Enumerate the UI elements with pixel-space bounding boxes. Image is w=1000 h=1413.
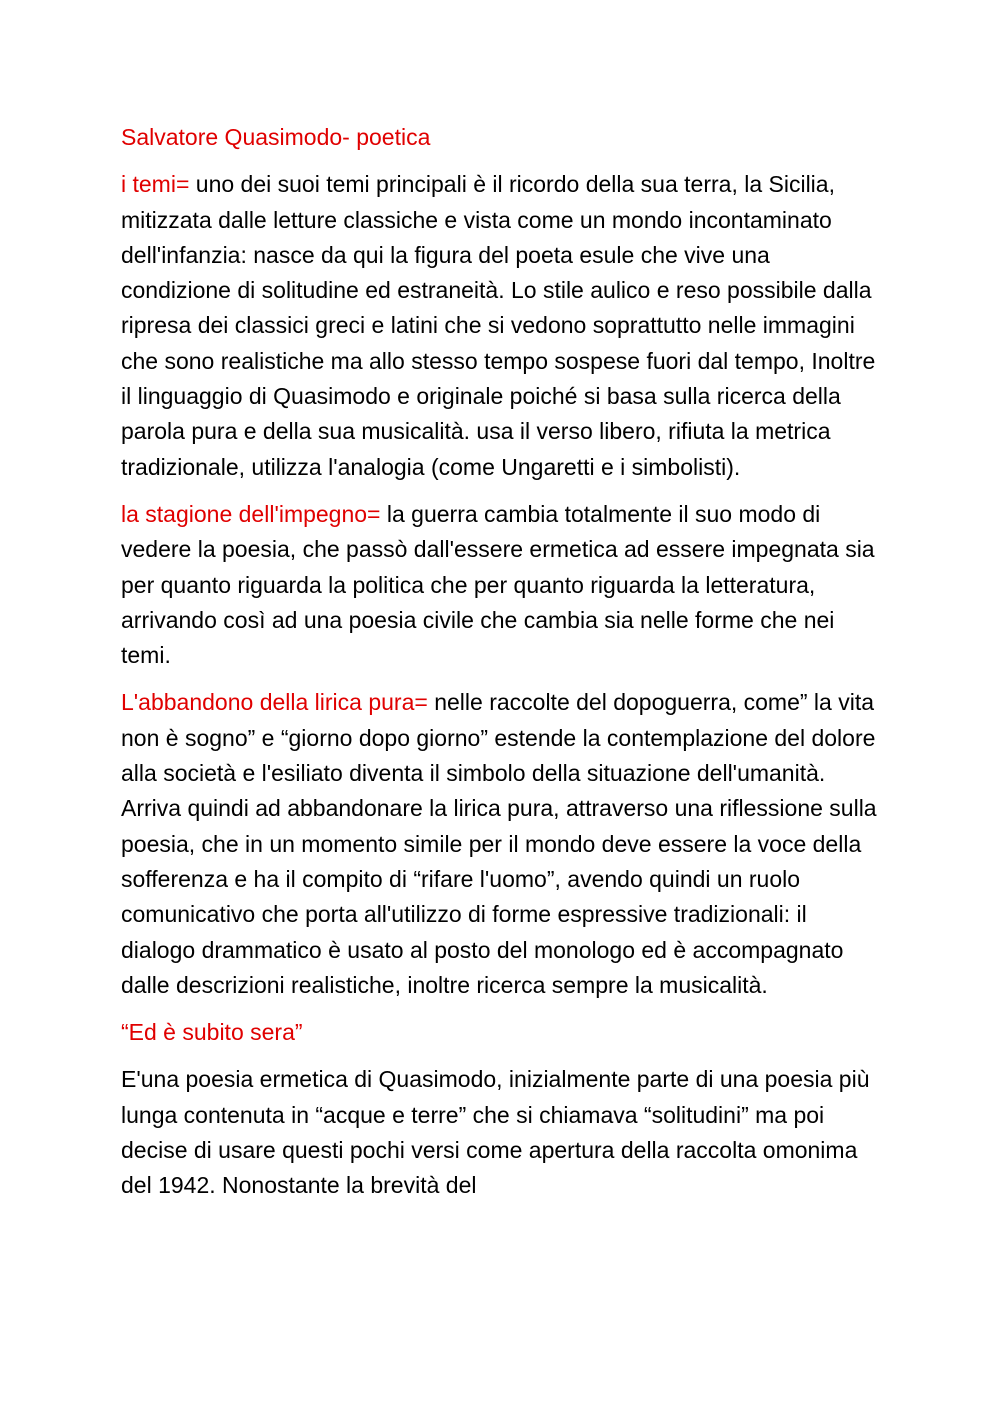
document-page xyxy=(121,120,881,1216)
section-heading: la stagione dell'impegno= xyxy=(121,500,381,527)
section-body: nelle raccolte del dopoguerra, come” la vita non è sogno” e “giorno dopo giorno” estende la contemplazione del dolore alla società e l'esiliato diventa il simbolo della situazione dell'umanità. Arriva quindi ad abbandonare la lirica pura, attraverso una riflessione sulla poesia, che in un momento simile per il mondo deve essere la voce della sofferenza e ha il compito di “rifare l'uomo”, avendo quindi un ruolo comunicativo che porta all'utilizzo di forme espressive tradizionali: il dialogo drammatico è usato al posto del monologo ed è accompagnato dalle descrizioni realistiche, inoltre ricerca sempre la musicalità. xyxy=(121,689,877,998)
section-impegno xyxy=(121,497,881,673)
section-heading: L'abbandono della lirica pura= xyxy=(121,689,428,716)
poem-description: E'una poesia ermetica di Quasimodo, inizialmente parte di una poesia più lunga contenuta in “acque e terre” che si chiamava “solitudini” ma poi decise di usare questi pochi versi come apertura della raccolta omonima del 1942. Nonostante la brevità del xyxy=(121,1066,870,1199)
document-title: Salvatore Quasimodo- poetica xyxy=(121,124,431,150)
section-heading: i temi= xyxy=(121,171,190,198)
poem-heading: “Ed è subito sera” xyxy=(121,1019,303,1046)
section-body: la guerra cambia totalmente il suo modo di vedere la poesia, che passò dall'essere ermetica ad essere impegnata sia per quanto riguarda la politica che per quanto riguarda la letteratura, arrivando così ad una poesia civile che cambia sia nelle forme che nei temi. xyxy=(121,500,875,669)
section-temi xyxy=(121,167,881,485)
section-abbandono xyxy=(121,685,881,1003)
section-body: uno dei suoi temi principali è il ricordo della sua terra, la Sicilia, mitizzata dalle letture classiche e vista come un mondo incontaminato dell'infanzia: nasce da qui la figura del poeta esule che vive una condizione di solitudine ed estraneità. Lo stile aulico e reso possibile dalla ripresa dei classici greci e latini che si vedono soprattutto nelle immagini che sono realistiche ma allo stesso tempo sospese fuori dal tempo, Inoltre il linguaggio di Quasimodo e originale poiché si basa sulla ricerca della parola pura e della sua musicalità. usa il verso libero, rifiuta la metrica tradizionale, utilizza l'analogia (come Ungaretti e i simbolisti). xyxy=(121,171,876,480)
